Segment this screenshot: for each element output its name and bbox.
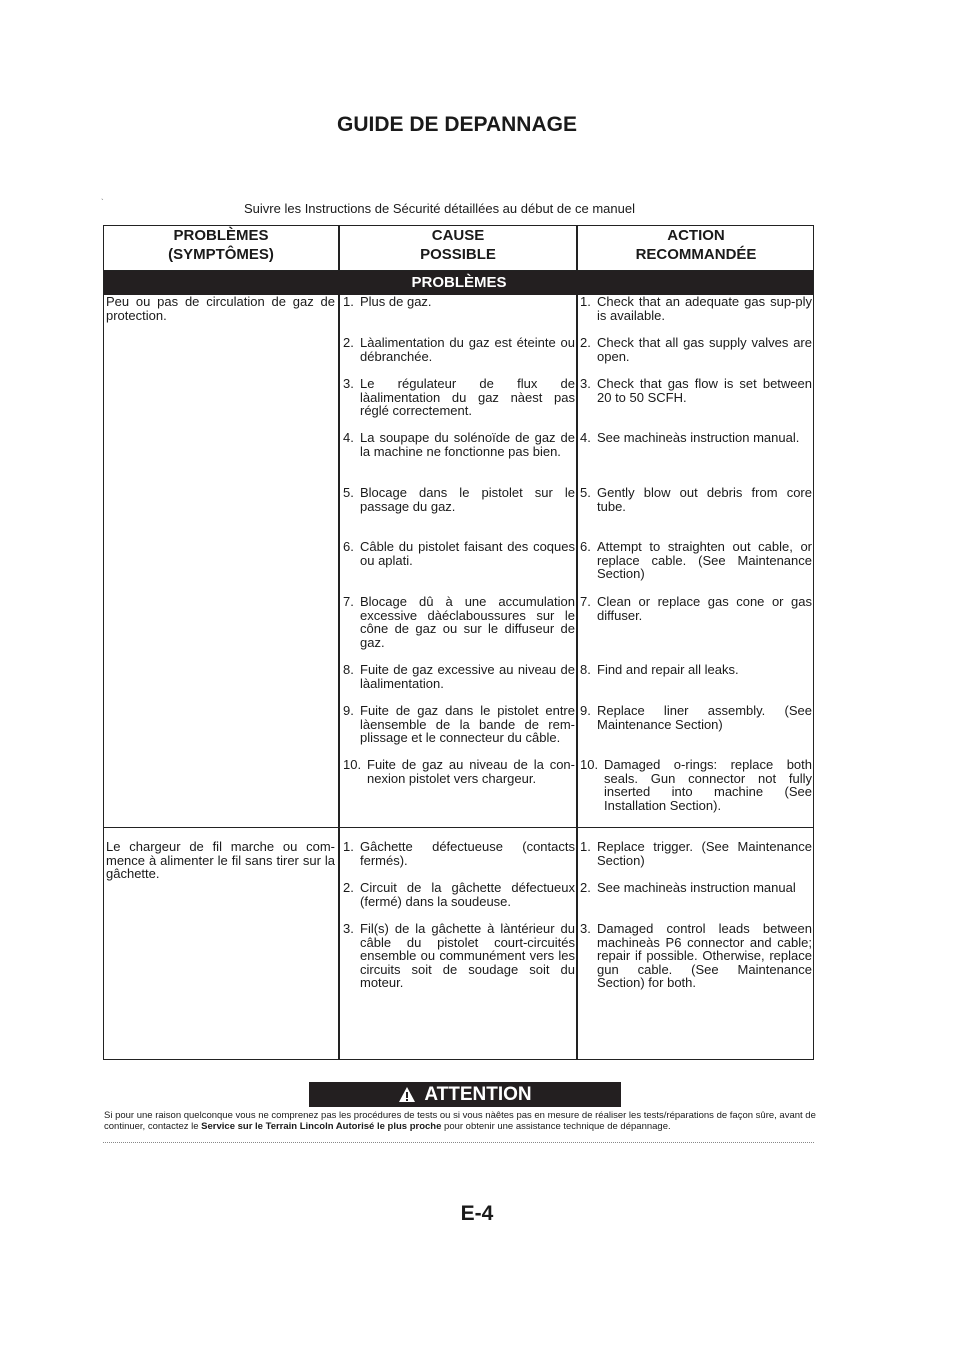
header-problems xyxy=(104,226,338,271)
action-number: 2. xyxy=(580,335,591,350)
action-number: 1. xyxy=(580,294,591,309)
action-text: Damaged o-rings: replace both seals. Gun connector not fully inserted into machine (See Installation Section). xyxy=(604,757,812,813)
troubleshooting-table xyxy=(103,225,814,1060)
cause-item xyxy=(343,377,575,418)
action-text: See machineàs instruction manual xyxy=(597,880,796,895)
action-number: 8. xyxy=(580,662,591,677)
dotted-divider xyxy=(103,1142,814,1143)
action-number: 7. xyxy=(580,594,591,609)
header-problems-line2: (SYMPTÔMES) xyxy=(168,246,274,263)
cause-number: 8. xyxy=(343,662,354,677)
section-band xyxy=(104,271,813,295)
cause-number: 7. xyxy=(343,594,354,609)
action-text: Gently blow out debris from core tube. xyxy=(597,485,812,514)
cause-item xyxy=(343,758,575,785)
cause-number: 3. xyxy=(343,921,354,936)
cause-item xyxy=(343,295,575,309)
action-item xyxy=(580,922,812,990)
cause-text: Blocage dû à une accumulation excessive dàéclaboussures sur le cône de gaz ou sur le diffuseur de gaz. xyxy=(360,594,575,650)
action-text: Check that all gas supply valves are open. xyxy=(597,335,812,364)
action-item xyxy=(580,663,812,677)
column-divider xyxy=(576,226,578,1059)
action-item xyxy=(580,758,812,812)
action-text: Clean or replace gas cone or gas diffuser. xyxy=(597,594,812,623)
cause-item xyxy=(343,431,575,458)
cause-number: 9. xyxy=(343,703,354,718)
action-item xyxy=(580,431,812,445)
header-problems-line1: PROBLÈMES xyxy=(173,227,269,244)
cause-item xyxy=(343,840,575,867)
cause-number: 4. xyxy=(343,430,354,445)
column-divider xyxy=(338,226,340,1059)
cause-text: Làalimentation du gaz est éteinte ou débranchée. xyxy=(360,335,575,364)
action-number: 4. xyxy=(580,430,591,445)
cause-item xyxy=(343,540,575,567)
action-item xyxy=(580,881,812,895)
cause-item xyxy=(343,704,575,745)
header-cause xyxy=(340,226,576,271)
cause-number: 1. xyxy=(343,294,354,309)
symptom-cell: Le chargeur de fil marche ou com-mence à alimenter le fil sans tirer sur la gâchette. xyxy=(106,839,335,882)
warning-triangle-icon xyxy=(398,1086,416,1103)
action-item xyxy=(580,840,812,867)
cause-number: 3. xyxy=(343,376,354,391)
margin-mark: ` xyxy=(101,198,104,207)
cause-item xyxy=(343,922,575,990)
header-cause-line1: CAUSE xyxy=(431,227,485,244)
action-text: Attempt to straighten out cable, or replace cable. (See Maintenance Section) xyxy=(597,539,812,582)
action-item xyxy=(580,377,812,404)
action-text: Check that an adequate gas sup-ply is available. xyxy=(597,294,812,323)
action-number: 3. xyxy=(580,921,591,936)
action-number: 5. xyxy=(580,485,591,500)
cause-number: 6. xyxy=(343,539,354,554)
cause-text: Gâchette défectueuse (contacts fermés). xyxy=(360,839,575,868)
header-action xyxy=(578,226,814,271)
cause-item xyxy=(343,663,575,690)
action-text: Replace trigger. (See Maintenance Section) xyxy=(597,839,812,868)
action-item xyxy=(580,704,812,731)
attention-note xyxy=(104,1110,816,1133)
row-divider xyxy=(104,827,813,828)
cause-number: 2. xyxy=(343,335,354,350)
header-cause-line2: POSSIBLE xyxy=(420,246,496,263)
attention-note-text: Si pour une raison quelconque vous ne comprenez pas les procédures de tests ou si vous nàêtes pas en mesure de réaliser les tests/réparations de façon sûre, avant de continuer, contactez le xyxy=(104,1110,816,1133)
cause-text: Blocage dans le pistolet sur le passage du gaz. xyxy=(360,485,575,514)
cause-text: Fuite de gaz excessive au niveau de làalimentation. xyxy=(360,662,575,691)
cause-text: Plus de gaz. xyxy=(360,294,432,309)
header-action-line2: RECOMMANDÉE xyxy=(635,246,757,263)
cause-text: Fil(s) de la gâchette à làntérieur du câble du pistolet court-circuités ensemble ou communément vers les circuits soit de soudage soit du moteur. xyxy=(360,921,575,991)
cause-text: Fuite de gaz dans le pistolet entre làensemble de la bande de rem-plissage et le connecteur du câble. xyxy=(360,703,575,746)
action-item xyxy=(580,295,812,322)
cause-number: 2. xyxy=(343,880,354,895)
action-text: Find and repair all leaks. xyxy=(597,662,739,677)
cause-text: Le régulateur de flux de làalimentation du gaz nàest pas réglé correctement. xyxy=(360,376,575,419)
cause-item xyxy=(343,486,575,513)
safety-note: Suivre les Instructions de Sécurité détaillées au début de ce manuel xyxy=(244,201,635,216)
action-number: 2. xyxy=(580,880,591,895)
symptom-cell: Peu ou pas de circulation de gaz de protection. xyxy=(106,294,335,323)
action-text: See machineàs instruction manual. xyxy=(597,430,800,445)
action-item xyxy=(580,336,812,363)
cause-text: Fuite de gaz au niveau de la con-nexion pistolet vers chargeur. xyxy=(367,757,575,786)
cause-item xyxy=(343,595,575,649)
page-title: GUIDE DE DEPANNAGE xyxy=(337,113,577,136)
action-item xyxy=(580,595,812,622)
action-text: Check that gas flow is set between 20 to 50 SCFH. xyxy=(597,376,812,405)
cause-text: Circuit de la gâchette défectueux (fermé) dans la soudeuse. xyxy=(360,880,575,909)
action-number: 1. xyxy=(580,839,591,854)
action-text: Replace liner assembly. (See Maintenance Section) xyxy=(597,703,812,732)
cause-text: Câble du pistolet faisant des coques ou aplati. xyxy=(360,539,575,568)
attention-banner xyxy=(309,1082,621,1107)
action-text: Damaged control leads between machineàs P6 connector and cable; repair if possible. Otherwise, replace gun cable. (See Maintenance Section) for both. xyxy=(597,921,812,991)
cause-number: 1. xyxy=(343,839,354,854)
attention-note-bold: Service sur le Terrain Lincoln Autorisé le plus proche xyxy=(201,1121,442,1133)
attention-note-end: pour obtenir une assistance technique de dépannage. xyxy=(441,1121,671,1133)
action-number: 9. xyxy=(580,703,591,718)
header-action-line1: ACTION xyxy=(667,227,725,244)
action-number: 10. xyxy=(580,757,599,772)
cause-number: 5. xyxy=(343,485,354,500)
action-item xyxy=(580,540,812,581)
action-number: 6. xyxy=(580,539,591,554)
cause-item xyxy=(343,336,575,363)
cause-number: 10. xyxy=(343,757,362,772)
attention-label: ATTENTION xyxy=(424,1084,532,1105)
action-number: 3. xyxy=(580,376,591,391)
page-number: E-4 xyxy=(460,1202,494,1225)
section-band-label: PROBLÈMES xyxy=(411,274,507,291)
cause-text: La soupape du solénoïde de gaz de la machine ne fonctionne pas bien. xyxy=(360,430,575,459)
cause-item xyxy=(343,881,575,908)
action-item xyxy=(580,486,812,513)
